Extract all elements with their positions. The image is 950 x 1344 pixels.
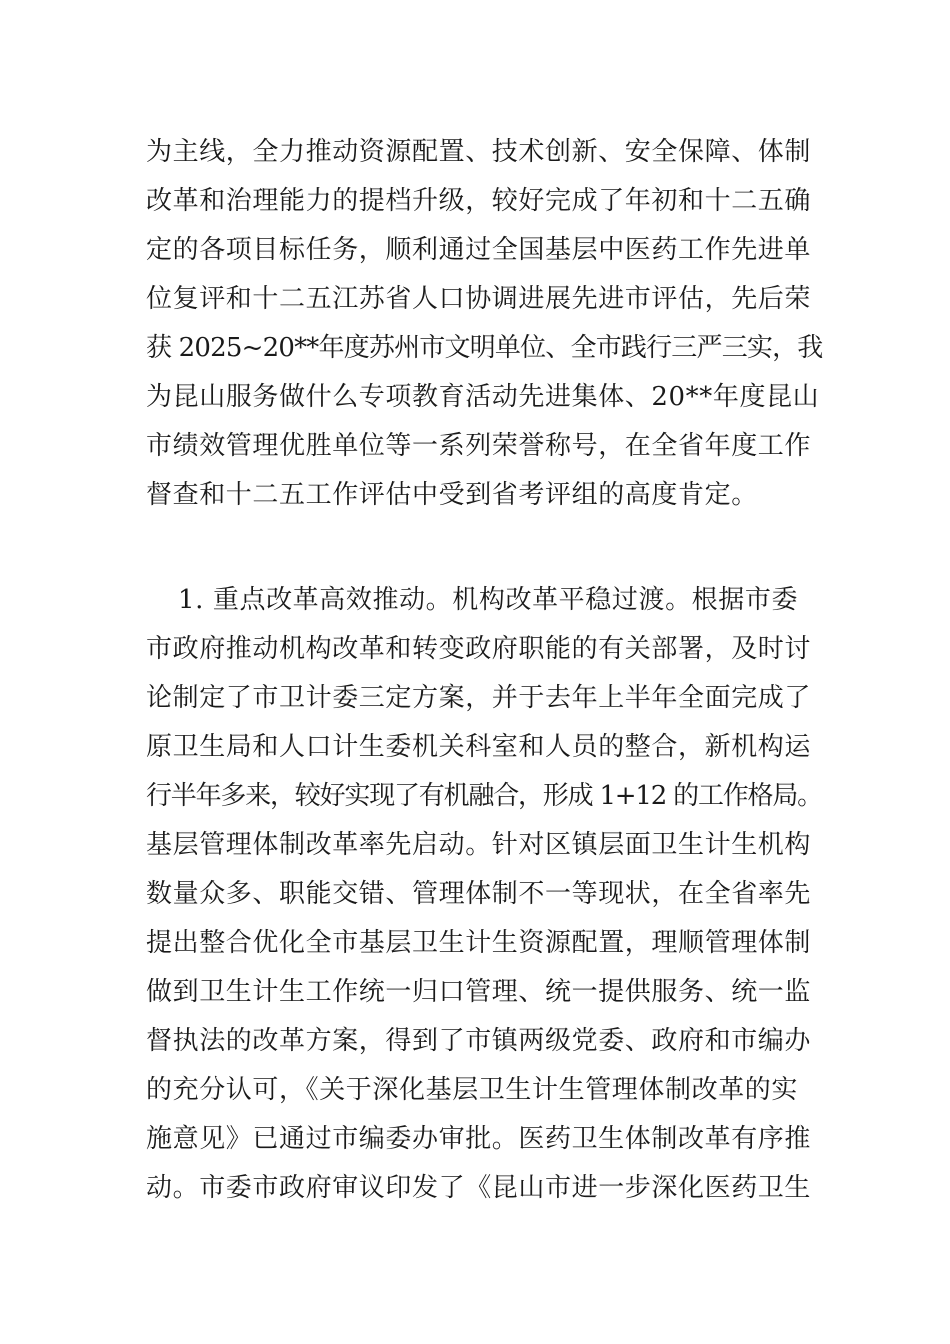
paragraph-1-line-3: 定的各项目标任务，顺利通过全国基层中医药工作先进单	[146, 235, 812, 265]
paragraph-2-line-8: 提出整合优化全市基层卫生计生资源配置，理顺管理体制	[146, 928, 812, 958]
paragraph-2-line-5: 行半年多来，较好实现了有机融合，形成 1+12 的工作格局。	[146, 781, 822, 811]
paragraph-2-line-6: 基层管理体制改革率先启动。针对区镇层面卫生计生机构	[146, 830, 812, 860]
paragraph-1-line-4: 位复评和十二五江苏省人口协调进展先进市评估，先后荣	[146, 284, 812, 314]
paragraph-1-line-2: 改革和治理能力的提档升级，较好完成了年初和十二五确	[146, 186, 812, 216]
paragraph-2-line-10: 督执法的改革方案，得到了市镇两级党委、政府和市编办	[146, 1026, 812, 1056]
paragraph-2-line-9: 做到卫生计生工作统一归口管理、统一提供服务、统一监	[146, 977, 812, 1007]
paragraph-2-line-3: 论制定了市卫计委三定方案，并于去年上半年全面完成了	[146, 683, 812, 713]
paragraph-1-line-7: 市绩效管理优胜单位等一系列荣誉称号，在全省年度工作	[146, 431, 812, 461]
paragraph-2-line-4: 原卫生局和人口计生委机关科室和人员的整合，新机构运	[146, 732, 812, 762]
paragraph-1-line-5: 获 2025~20**年度苏州市文明单位、全市践行三严三实，我	[146, 333, 823, 363]
paragraph-2-line-7: 数量众多、职能交错、管理体制不一等现状，在全省率先	[146, 879, 812, 909]
paragraph-2-line-12: 施意见》已通过市编委办审批。医药卫生体制改革有序推	[146, 1124, 812, 1154]
paragraph-1-line-1: 为主线，全力推动资源配置、技术创新、安全保障、体制	[146, 137, 812, 167]
paragraph-2-line-11: 的充分认可，《关于深化基层卫生计生管理体制改革的实	[146, 1075, 799, 1105]
paragraph-2-line-13: 动。市委市政府审议印发了《昆山市进一步深化医药卫生	[146, 1173, 812, 1203]
paragraph-1-line-6: 为昆山服务做什么专项教育活动先进集体、20**年度昆山	[146, 382, 820, 412]
paragraph-2-line-1: 1. 重点改革高效推动。机构改革平稳过渡。根据市委	[178, 585, 799, 615]
paragraph-1-line-8: 督查和十二五工作评估中受到省考评组的高度肯定。	[146, 480, 758, 510]
paragraph-2-line-2: 市政府推动机构改革和转变政府职能的有关部署，及时讨	[146, 634, 812, 664]
